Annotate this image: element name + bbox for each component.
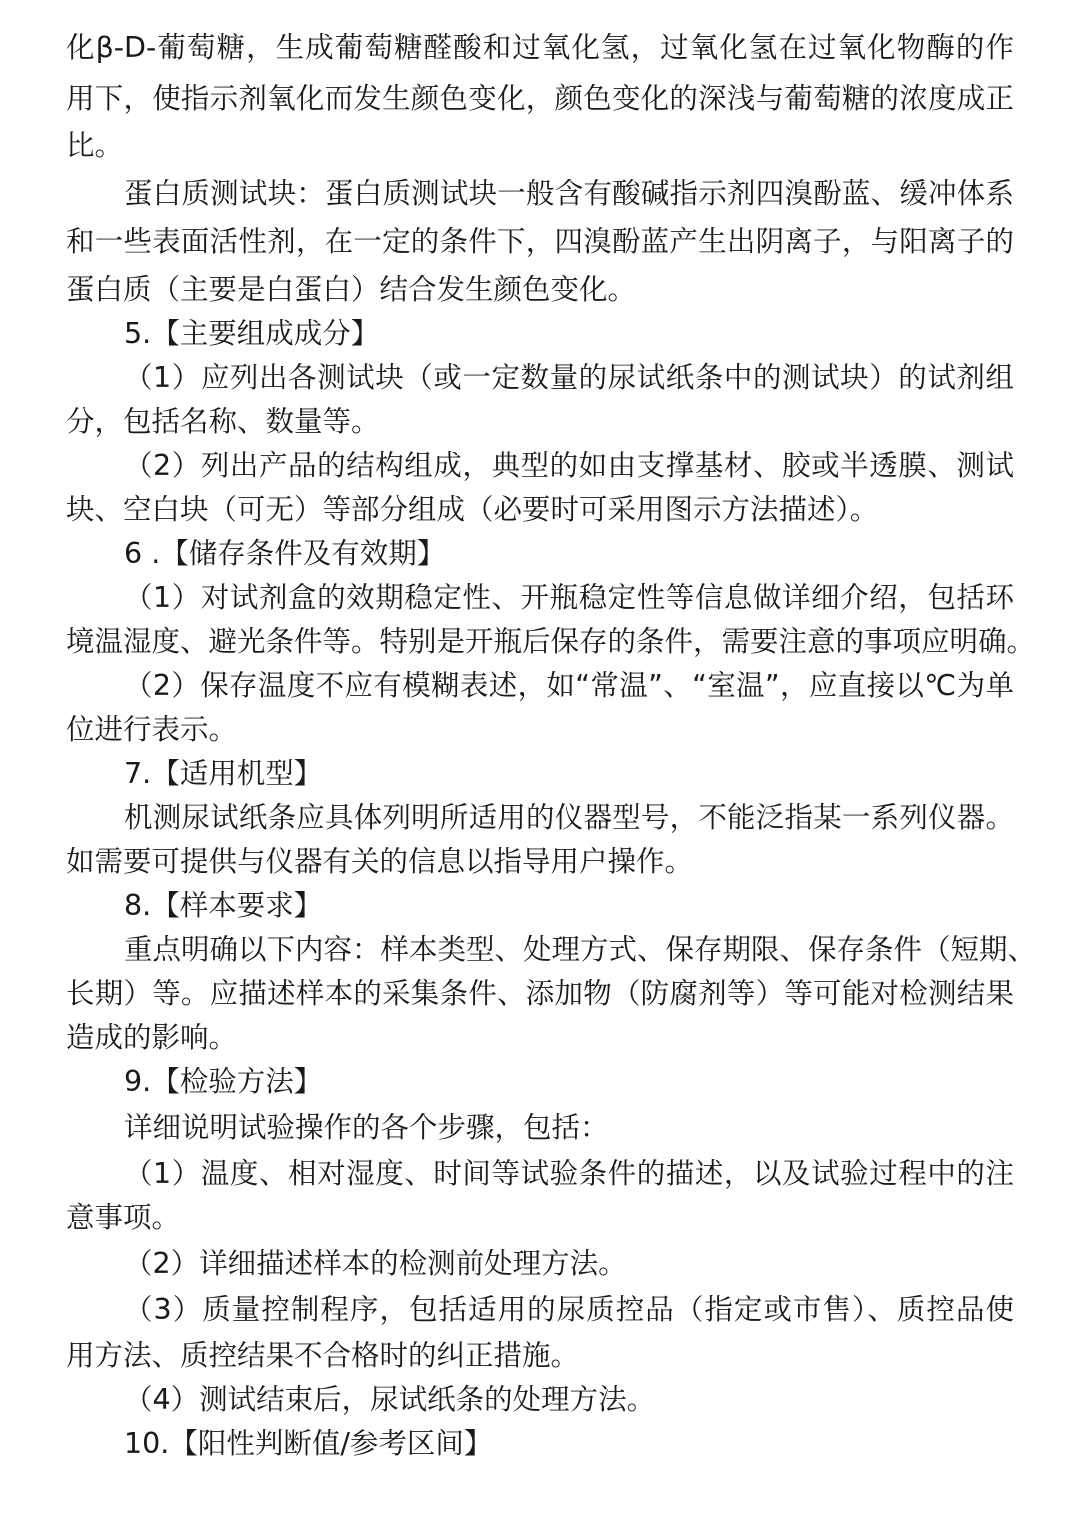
- section-heading-7: 7.【适用机型】: [124, 757, 323, 790]
- text-line: 造成的影响。: [66, 1021, 238, 1054]
- paragraph-start: 蛋白质测试块：蛋白质测试块一般含有酸碱指示剂四溴酚蓝、缓冲体系: [124, 177, 1014, 210]
- text-line: 比。: [66, 129, 124, 162]
- text-line: 化β-D-葡萄糖，生成葡萄糖醛酸和过氧化氢，过氧化氢在过氧化物酶的作: [66, 31, 1014, 64]
- text-line: 用方法、质控结果不合格时的纠正措施。: [66, 1339, 580, 1372]
- text-line: 分，包括名称、数量等。: [66, 405, 380, 438]
- text-line: 蛋白质（主要是白蛋白）结合发生颜色变化。: [66, 273, 637, 306]
- paragraph-start: （3）质量控制程序，包括适用的尿质控品（指定或市售）、质控品使: [124, 1293, 1014, 1326]
- paragraph-start: 详细说明试验操作的各个步骤，包括：: [124, 1111, 609, 1144]
- text-line: 位进行表示。: [66, 713, 238, 746]
- section-heading-5: 5.【主要组成成分】: [124, 317, 380, 350]
- paragraph-start: （4）测试结束后，尿试纸条的处理方法。: [124, 1383, 656, 1416]
- paragraph-start: （2）详细描述样本的检测前处理方法。: [124, 1247, 627, 1280]
- text-line: 境温湿度、避光条件等。特别是开瓶后保存的条件，需要注意的事项应明确。: [66, 625, 1036, 658]
- text-line: 块、空白块（可无）等部分组成（必要时可采用图示方法描述）。: [66, 493, 879, 526]
- text-line: 长期）等。应描述样本的采集条件、添加物（防腐剂等）等可能对检测结果: [66, 977, 1014, 1010]
- paragraph-start: （2）保存温度不应有模糊表述，如“常温”、“室温”，应直接以℃为单: [124, 669, 1014, 702]
- section-heading-9: 9.【检验方法】: [124, 1065, 323, 1098]
- paragraph-start: （1）对试剂盒的效期稳定性、开瓶稳定性等信息做详细介绍，包括环: [124, 581, 1014, 614]
- section-heading-8: 8.【样本要求】: [124, 889, 323, 922]
- paragraph-start: 机测尿试纸条应具体列明所适用的仪器型号，不能泛指某一系列仪器。: [124, 801, 1014, 834]
- text-line: 和一些表面活性剂，在一定的条件下，四溴酚蓝产生出阴离子，与阳离子的: [66, 225, 1014, 258]
- paragraph-start: （2）列出产品的结构组成，典型的如由支撑基材、胶或半透膜、测试: [124, 449, 1014, 482]
- text-line: 意事项。: [66, 1201, 181, 1234]
- text-line: 用下，使指示剂氧化而发生颜色变化，颜色变化的深浅与葡萄糖的浓度成正: [66, 82, 1014, 115]
- paragraph-start: （1）应列出各测试块（或一定数量的尿试纸条中的测试块）的试剂组: [124, 361, 1014, 394]
- section-heading-6: 6 .【储存条件及有效期】: [124, 537, 446, 570]
- text-line: 如需要可提供与仪器有关的信息以指导用户操作。: [66, 845, 694, 878]
- section-heading-10: 10.【阳性判断值/参考区间】: [124, 1427, 493, 1460]
- paragraph-start: 重点明确以下内容：样本类型、处理方式、保存期限、保存条件（短期、: [124, 933, 1037, 966]
- paragraph-start: （1）温度、相对湿度、时间等试验条件的描述，以及试验过程中的注: [124, 1157, 1014, 1190]
